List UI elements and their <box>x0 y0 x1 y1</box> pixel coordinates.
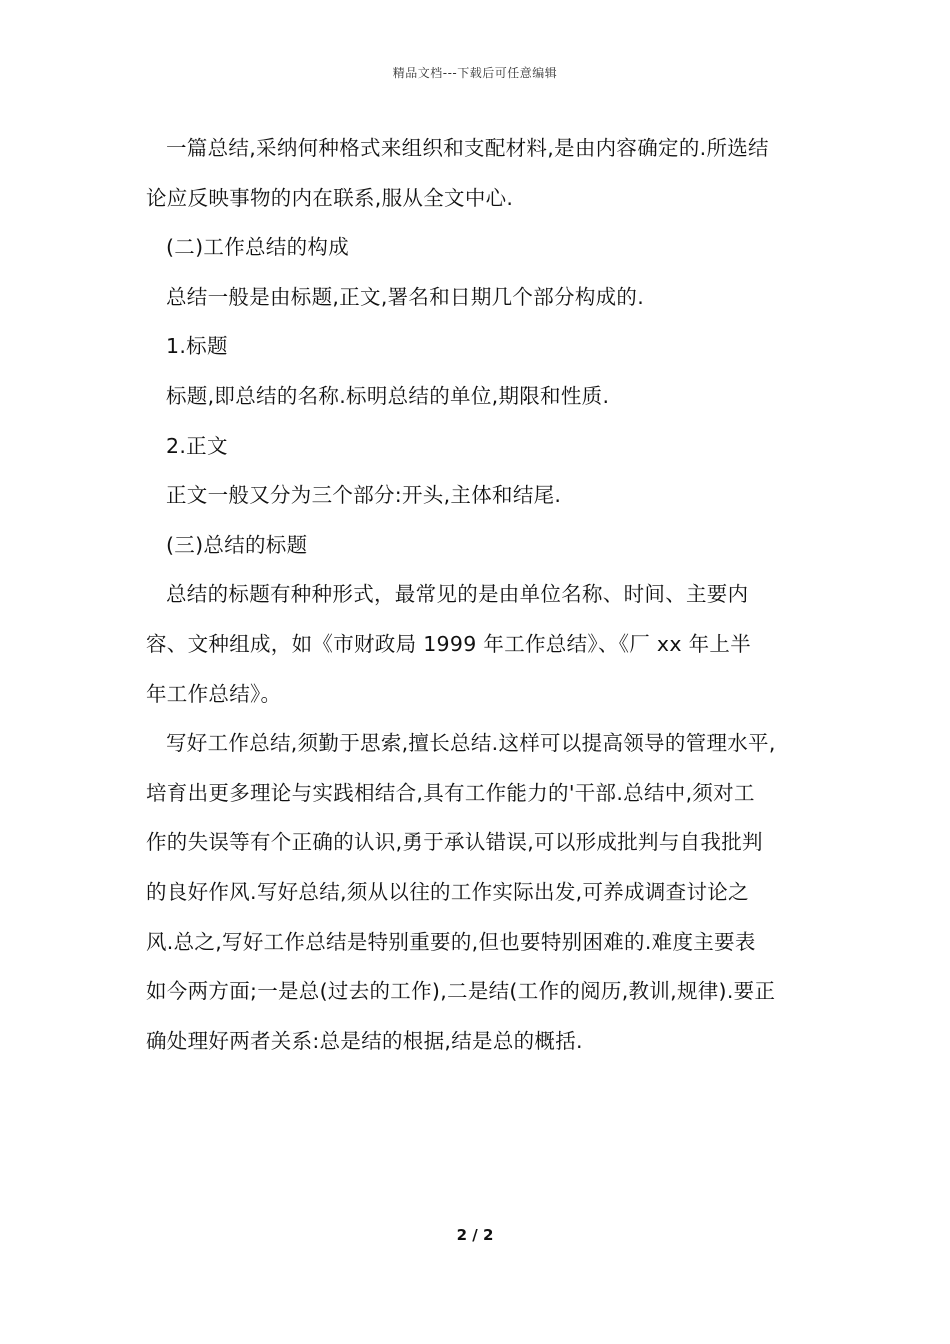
document-body <box>146 124 816 1066</box>
section-heading: (三)总结的标题 <box>166 532 308 557</box>
paragraph-line: 培育出更多理论与实践相结合,具有工作能力的'干部.总结中,须对工 <box>146 780 755 805</box>
subsection-heading: 2.正文 <box>166 433 228 458</box>
paragraph-line: 的良好作风.写好总结,须从以往的工作实际出发,可养成调查讨论之 <box>146 879 749 904</box>
paragraph-line: 年工作总结》。 <box>146 681 282 706</box>
subsection-heading: 1.标题 <box>166 334 228 359</box>
page-header: 精品文档---下载后可任意编辑 <box>392 66 558 80</box>
page-number: 2 / 2 <box>456 1226 494 1244</box>
paragraph-line: 容、文种组成，如《市财政局 1999 年工作总结》、《厂 xx 年上半 <box>146 631 751 656</box>
paragraph-line: 总结一般是由标题,正文,署名和日期几个部分构成的. <box>166 284 645 309</box>
paragraph-line: 如今两方面;一是总(过去的工作),二是结(工作的阅历,教训,规律).要正 <box>146 979 776 1004</box>
paragraph-line: 写好工作总结,须勤于思索,擅长总结.这样可以提高领导的管理水平, <box>166 731 776 756</box>
paragraph-line: 标题,即总结的名称.标明总结的单位,期限和性质. <box>166 383 610 408</box>
paragraph-line: 作的失误等有个正确的认识,勇于承认错误,可以形成批判与自我批判 <box>146 830 763 855</box>
paragraph-line: 风.总之,写好工作总结是特别重要的,但也要特别困难的.难度主要表 <box>146 929 756 954</box>
paragraph-line: 正文一般又分为三个部分:开头,主体和结尾. <box>166 483 562 508</box>
paragraph-line: 总结的标题有种种形式，最常见的是由单位名称、时间、主要内 <box>166 582 749 607</box>
paragraph-line: 论应反映事物的内在联系,服从全文中心. <box>146 185 514 210</box>
paragraph-line: 确处理好两者关系:总是结的根据,结是总的概括. <box>146 1028 583 1053</box>
paragraph-line: 一篇总结,采纳何种格式来组织和支配材料,是由内容确定的.所选结 <box>166 136 769 160</box>
section-heading: (二)工作总结的构成 <box>166 235 349 260</box>
